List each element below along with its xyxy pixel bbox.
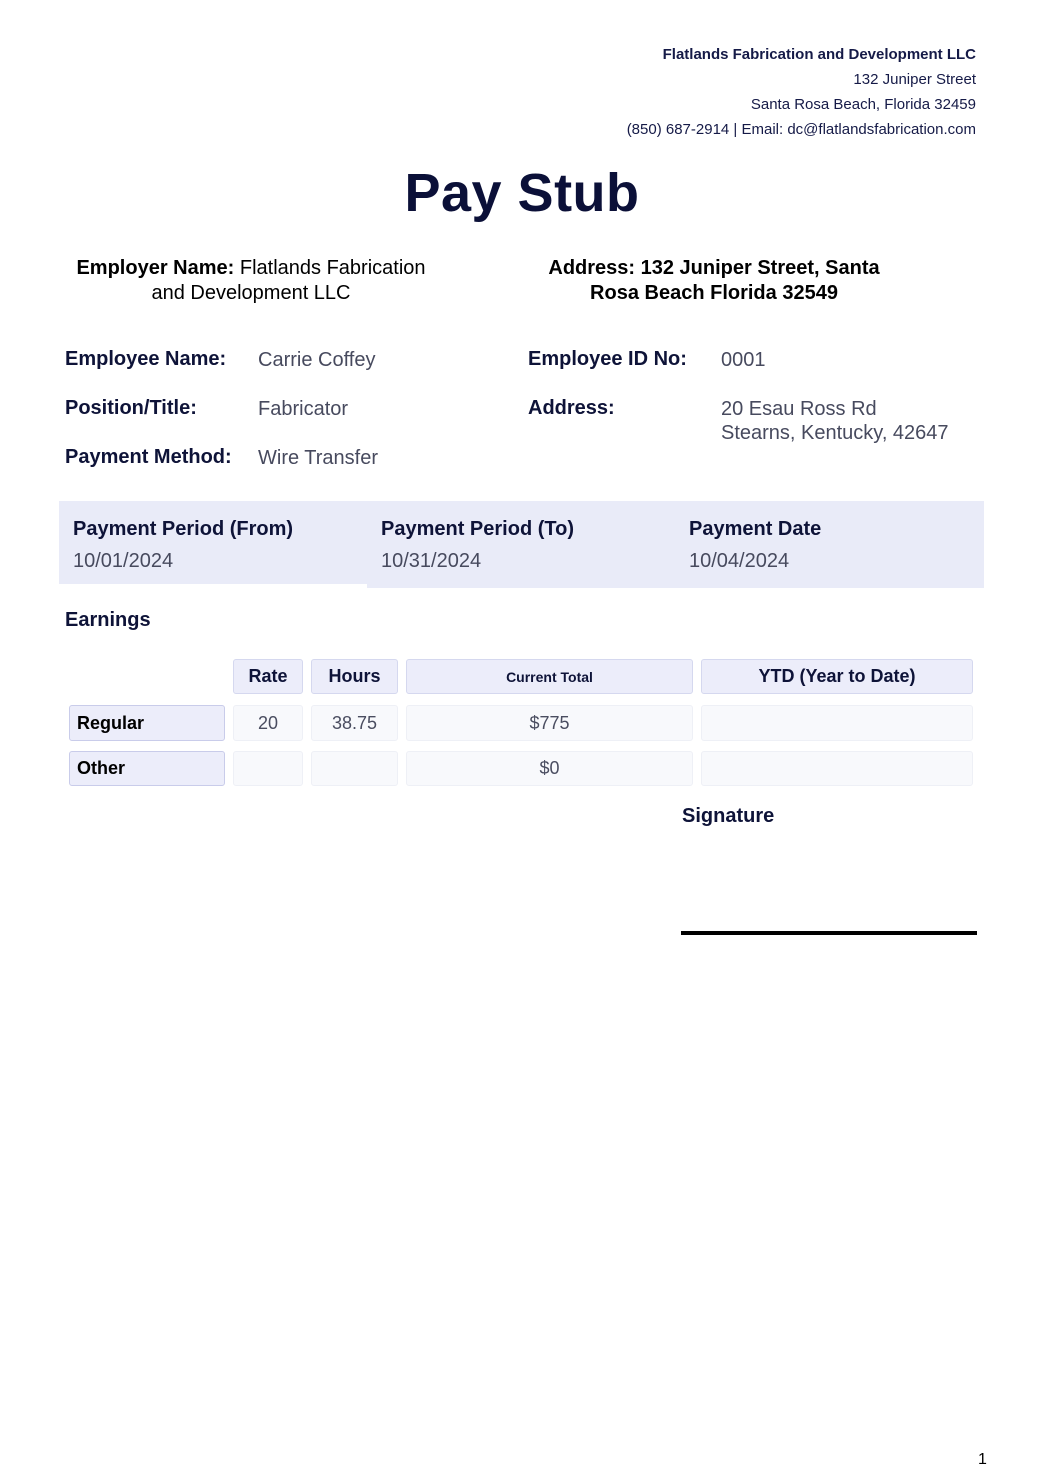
period-from-value: 10/01/2024 (73, 550, 174, 572)
employer-name-value: Flatlands Fabrication and Development LLC (151, 257, 426, 304)
page-number: 1 (978, 1451, 987, 1468)
other-ytd (701, 751, 973, 786)
other-rate (233, 751, 303, 786)
company-header (627, 42, 976, 142)
payment-method-label: Payment Method: (65, 446, 232, 468)
employer-address: Address: 132 Juniper Street, Santa Rosa Beach Florida 32549 (548, 257, 880, 304)
company-name: Flatlands Fabrication and Development LLC (662, 46, 976, 63)
regular-ytd (701, 705, 973, 741)
period-to-label: Payment Period (To) (381, 518, 574, 540)
page-title: Pay Stub (404, 163, 640, 223)
row-label-regular: Regular (69, 705, 225, 741)
payment-date-value: 10/04/2024 (689, 550, 790, 572)
employee-id-label: Employee ID No: (528, 348, 687, 370)
employee-name-value: Carrie Coffey (258, 349, 376, 371)
signature-label: Signature (682, 805, 775, 827)
period-to (367, 501, 675, 588)
company-street: 132 Juniper Street (853, 71, 976, 88)
earnings-title: Earnings (65, 609, 151, 631)
position-value: Fabricator (258, 398, 349, 420)
header-current-total: Current Total (406, 659, 693, 694)
employer-name-label: Employer Name: (76, 257, 235, 279)
period-from-label: Payment Period (From) (73, 518, 294, 540)
regular-rate: 20 (233, 705, 303, 741)
header-ytd: YTD (Year to Date) (701, 659, 973, 694)
payment-period-band (59, 501, 984, 588)
period-from (59, 501, 367, 584)
regular-hours: 38.75 (311, 705, 398, 741)
other-current-total: $0 (406, 751, 693, 786)
employee-address-line1: 20 Esau Ross Rd (721, 398, 877, 420)
position-label: Position/Title: (65, 397, 197, 419)
company-contact: (850) 687-2914 | Email: dc@flatlandsfabrication.com (626, 121, 976, 138)
employee-name-label: Employee Name: (65, 348, 227, 370)
payment-method-value: Wire Transfer (258, 447, 379, 469)
employee-address-label: Address: (528, 397, 615, 419)
company-city: Santa Rosa Beach, Florida 32459 (750, 96, 976, 113)
signature-line (681, 931, 977, 935)
regular-current-total: $775 (406, 705, 693, 741)
row-label-other: Other (69, 751, 225, 786)
employee-address-line2: Stearns, Kentucky, 42647 (721, 422, 949, 444)
employee-id-value: 0001 (721, 349, 766, 371)
header-rate: Rate (233, 659, 303, 694)
header-hours: Hours (311, 659, 398, 694)
payment-date-label: Payment Date (689, 518, 822, 540)
payment-date (675, 501, 984, 588)
employer-name (62, 256, 440, 306)
period-to-value: 10/31/2024 (381, 550, 482, 572)
other-hours (311, 751, 398, 786)
